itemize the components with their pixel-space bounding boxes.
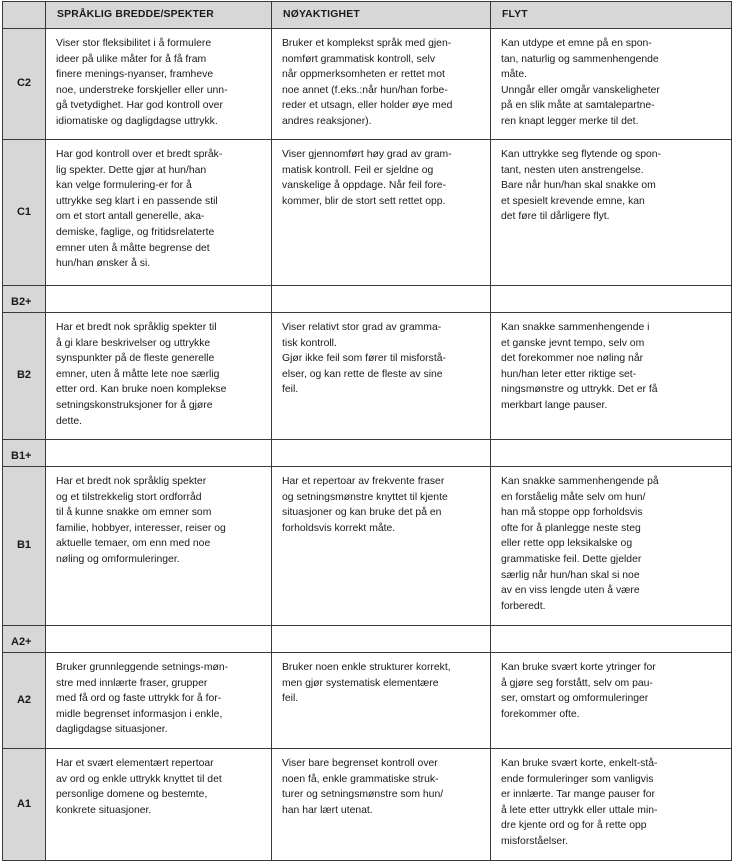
fluency-cell: Kan bruke svært korte, enkelt-stå- ende formuleringer som vanligvis er innlærte. Tar mange pauser for å lete etter uttrykk eller uttale min- dre kjente ord og for å rette opp misforståelser. — [491, 749, 732, 861]
range-cell: Har et svært elementært repertoar av ord og enkle uttrykk knyttet til det personlige domene og bestemte, konkrete situasjoner. — [46, 749, 272, 861]
table-row-a1 — [3, 749, 732, 861]
range-cell: Har et bredt nok språklig spekter og et tilstrekkelig stort ordforråd til å kunne snakke om emner som familie, hobbyer, interesser, reiser og aktuelle temaer, om enn med noe nøling og omformuleringer. — [46, 467, 272, 626]
range-cell: Har et bredt nok språklig spekter til å gi klare beskrivelser og uttrykke synspunkter på de fleste generelle emner, uten å måtte lete noe særlig etter ord. Kan bruke noen komplekse setningskonstruksjoner for å gjøre dette. — [46, 313, 272, 440]
header-fluency: FLYT — [491, 2, 732, 29]
level-label: B1 — [3, 467, 46, 626]
accuracy-cell: Bruker et komplekst språk med gjen- nomført grammatisk kontroll, selv når oppmerksomheten er rettet mot noe annet (f.eks.:når hun/han forbe- reder et utsagn, eller holder øye med andres reaksjoner). — [272, 29, 491, 140]
accuracy-cell: Bruker noen enkle strukturer korrekt, men gjør systematisk elementære feil. — [272, 653, 491, 749]
table-row-b2plus — [3, 286, 732, 313]
table-row-b1 — [3, 467, 732, 626]
level-label: B1+ — [3, 440, 46, 467]
range-cell: Viser stor fleksibilitet i å formulere ideer på ulike måter for å få fram finere menings-nyanser, framheve noe, understreke forskjeller eller unn- gå tvetydighet. Har god kontroll over idiomatiske og dagligdagse uttrykk. — [46, 29, 272, 140]
level-label: B2 — [3, 313, 46, 440]
fluency-cell: Kan snakke sammenhengende i et ganske jevnt tempo, selv om det forekommer noe nøling når hun/han leter etter riktige set- ningsmønstre og uttrykk. Det er få merkbart lange pauser. — [491, 313, 732, 440]
accuracy-cell: Viser gjennomført høy grad av gram- matisk kontroll. Feil er sjeldne og vanskelige å oppdage. Når feil fore- kommer, blir de stort sett rettet opp. — [272, 140, 491, 286]
table-row-c1 — [3, 140, 732, 286]
level-label: C2 — [3, 29, 46, 140]
accuracy-cell — [272, 626, 491, 653]
accuracy-cell: Viser bare begrenset kontroll over noen få, enkle grammatiske struk- turer og setningsmønstre som hun/ han har lært utenat. — [272, 749, 491, 861]
fluency-cell: Kan snakke sammenhengende på en forståelig måte selv om hun/ han må stoppe opp forholdsvis ofte for å planlegge neste steg eller rette opp leksikalske og grammatiske feil. Dette gjelder særlig når hun/han skal si noe av en viss lengde uten å være forberedt. — [491, 467, 732, 626]
fluency-cell: Kan uttrykke seg flytende og spon- tant, nesten uten anstrengelse. Bare når hun/han skal snakke om et spesielt krevende emne, kan det føre til dårligere flyt. — [491, 140, 732, 286]
table-row-a2 — [3, 653, 732, 749]
accuracy-cell — [272, 286, 491, 313]
fluency-cell: Kan bruke svært korte ytringer for å gjøre seg forstått, selv om pau- ser, omstart og omformuleringer forekommer ofte. — [491, 653, 732, 749]
range-cell: Bruker grunnleggende setnings-møn- stre med innlærte fraser, grupper med få ord og faste uttrykk for å for- midle begrenset informasjon i enkle, dagligdagse situasjoner. — [46, 653, 272, 749]
header-level — [3, 2, 46, 29]
fluency-cell — [491, 286, 732, 313]
range-cell: Har god kontroll over et bredt språk- lig spekter. Dette gjør at hun/han kan velge formulering-er for å uttrykke seg klart i en passende stil om et stort antall generelle, aka- demiske, faglige, og fritidsrelaterte emner uten å måtte begrense det hun/han ønsker å si. — [46, 140, 272, 286]
fluency-cell — [491, 626, 732, 653]
table-row-b2 — [3, 313, 732, 440]
cefr-scale-table — [2, 1, 732, 861]
fluency-cell — [491, 440, 732, 467]
range-cell — [46, 440, 272, 467]
level-label: A2+ — [3, 626, 46, 653]
table-row-a2plus — [3, 626, 732, 653]
header-row — [3, 2, 732, 29]
accuracy-cell — [272, 440, 491, 467]
range-cell — [46, 286, 272, 313]
table-row-c2 — [3, 29, 732, 140]
accuracy-cell: Har et repertoar av frekvente fraser og setningsmønstre knyttet til kjente situasjoner og kan bruke det på en forholdsvis korrekt måte. — [272, 467, 491, 626]
table-row-b1plus — [3, 440, 732, 467]
level-label: A2 — [3, 653, 46, 749]
fluency-cell: Kan utdype et emne på en spon- tan, naturlig og sammenhengende måte. Unngår eller omgår vanskeligheter på en slik måte at samtalepartne- ren knapt legger merke til det. — [491, 29, 732, 140]
header-range: SPRÅKLIG BREDDE/SPEKTER — [46, 2, 272, 29]
range-cell — [46, 626, 272, 653]
accuracy-cell: Viser relativt stor grad av gramma- tisk kontroll. Gjør ikke feil som fører til misforstå- elser, og kan rette de fleste av sine feil. — [272, 313, 491, 440]
level-label: A1 — [3, 749, 46, 861]
header-accuracy: NØYAKTIGHET — [272, 2, 491, 29]
level-label: B2+ — [3, 286, 46, 313]
level-label: C1 — [3, 140, 46, 286]
